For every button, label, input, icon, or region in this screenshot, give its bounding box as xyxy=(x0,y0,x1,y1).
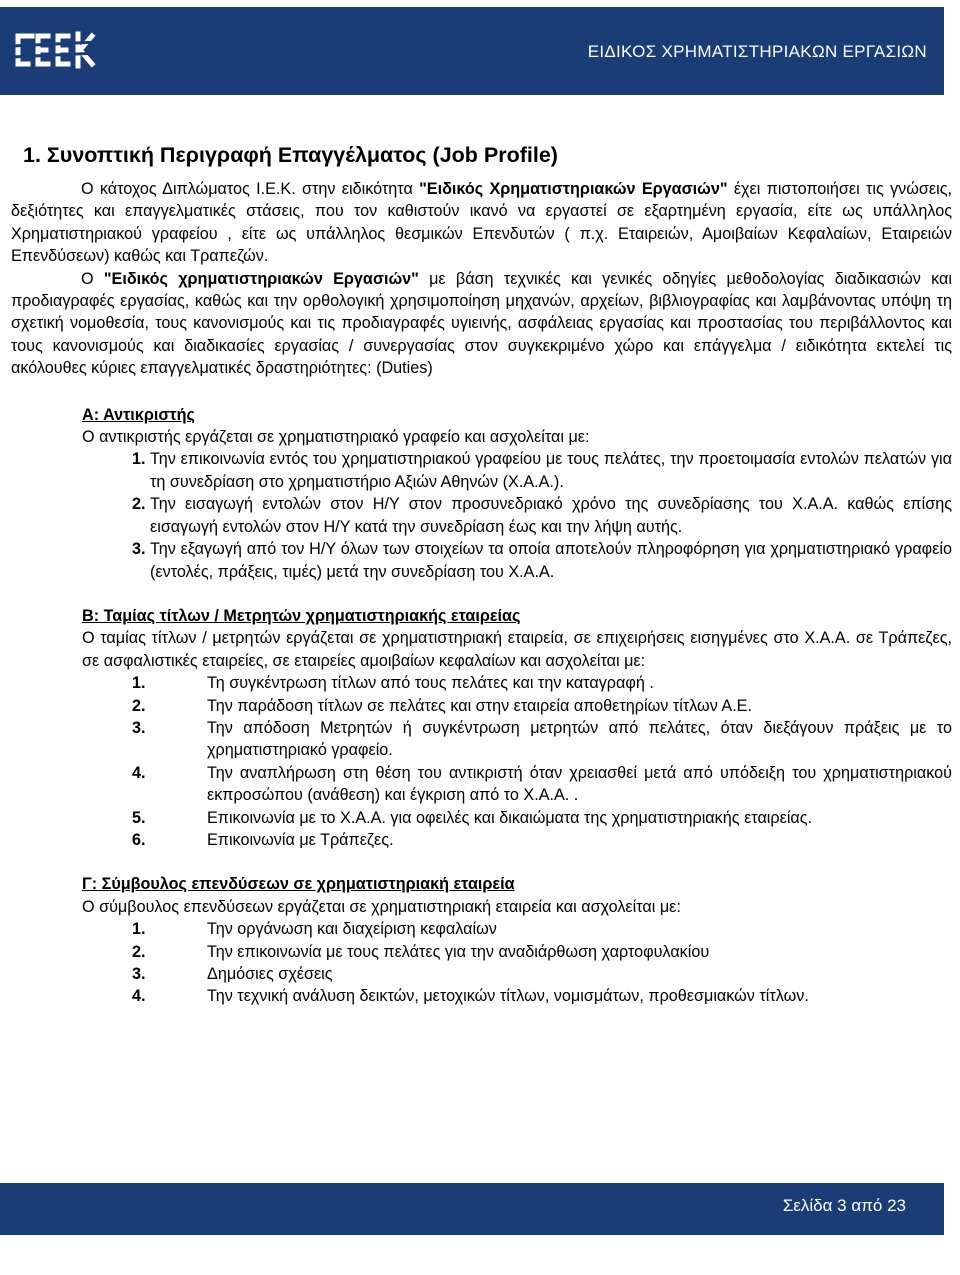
item-text: Δημόσιες σχέσεις xyxy=(207,965,333,983)
section-b xyxy=(82,605,952,851)
list-item xyxy=(82,762,952,807)
item-number: 6. xyxy=(132,830,146,849)
section-title: Β: Ταμίας τίτλων / Μετρητών χρηματιστηριακής εταιρείας xyxy=(82,606,521,625)
intro-paragraph-2 xyxy=(11,268,952,380)
page-number: Σελίδα 3 από 23 xyxy=(782,1196,906,1215)
list-item xyxy=(82,963,952,985)
duties-list xyxy=(82,918,952,1008)
item-number: 5. xyxy=(132,808,146,827)
list-item xyxy=(82,829,952,851)
section-title: Γ: Σύμβουλος επενδύσεων σε χρηματιστηριακή εταιρεία xyxy=(82,875,515,894)
list-item xyxy=(82,493,952,538)
item-number: 1. xyxy=(132,920,146,939)
specialty-name: "Ειδικός χρηματιστηριακών Εργασιών" xyxy=(103,269,419,288)
specialty-name: "Ειδικός Χρηματιστηριακών Εργασιών" xyxy=(419,180,728,198)
item-number: 3. xyxy=(132,718,146,737)
list-item xyxy=(82,918,952,940)
page-footer xyxy=(0,1183,944,1235)
intro-text: Ο κάτοχος Διπλώματος Ι.Ε.Κ. στην ειδικότητα xyxy=(81,180,420,198)
item-text: Την επικοινωνία εντός του χρηματιστηριακού γραφείου με τους πελάτες, την προετοιμασία εντολών πελατών για τη συνεδρίαση στο χρηματιστήριο Αξιών Αθηνών (Χ.Α.Α.). xyxy=(150,450,952,491)
document-body xyxy=(11,140,952,1008)
intro-paragraph-1 xyxy=(11,178,952,268)
item-number: 1. xyxy=(132,674,146,693)
item-text: Τη συγκέντρωση τίτλων από τους πελάτες και την καταγραφή . xyxy=(207,674,654,693)
section-c xyxy=(82,873,952,1007)
duties-list xyxy=(82,448,952,582)
item-text: Την τεχνική ανάλυση δεικτών, μετοχικών τίτλων, νομισμάτων, προθεσμιακών τίτλων. xyxy=(207,987,809,1006)
section-description: Ο σύμβουλος επενδύσεων εργάζεται σε χρηματιστηριακή εταιρεία και ασχολείται με: xyxy=(82,897,681,916)
item-number: 4. xyxy=(132,987,146,1006)
item-number: 2. xyxy=(132,696,146,715)
item-text: Την εισαγωγή εντολών στον Η/Υ στον προσυνεδριακό χρόνο της συνεδρίασης του Χ.Α.Α. καθώς επίσης εισαγωγή εντολών στον Η/Υ κατά την συνεδρίαση έως και την λήψη αυτής. xyxy=(150,495,952,536)
list-item xyxy=(82,941,952,963)
item-number: 1. xyxy=(132,450,146,469)
section-description: Ο ταμίας τίτλων / μετρητών εργάζεται σε χρηματιστηριακή εταιρεία, σε επιχειρήσεις εισηγμένες στο Χ.Α.Α. σε Τράπεζες, σε ασφαλιστικές εταιρείες, σε εταιρείες αμοιβαίων κεφαλαίων και ασχολείται με: xyxy=(82,629,952,670)
intro-text: Ο xyxy=(81,269,104,288)
intro-text: έχει πιστοποιήσει τις γνώσεις, δεξιότητες και επαγγελματικές στάσεις, που τον καθιστούν ικανό να εργαστεί σε εξαρτημένη εργασία, είτε ως υπάλληλος Χρηματιστηριακού γραφείου , είτε ως υπάλληλος θεσμικών Επενδυτών ( π.χ. Εταιρειών, Αμοιβαίων Κεφαλαίων, Εταιρειών Επενδύσεων) καθώς και Τραπεζών. xyxy=(11,180,952,266)
item-number: 4. xyxy=(132,763,146,782)
section-heading: 1. Συνοπτική Περιγραφή Επαγγέλματος (Job Profile) xyxy=(23,143,558,167)
list-item xyxy=(82,717,952,762)
section-description: Ο αντικριστής εργάζεται σε χρηματιστηριακό γραφείο και ασχολείται με: xyxy=(82,428,590,447)
item-number: 2. xyxy=(132,495,146,514)
intro-text: με βάση τεχνικές και γενικές οδηγίες μεθοδολογίας διαδικασιών και προδιαγραφές εργασίας, καθώς και την ορθολογική χρησιμοποίηση μηχανών, αρχείων, βιβλιογραφίας και λαμβάνοντας υπόψη τη σχετική νομοθεσία, τους κανονισμούς και τις προδιαγραφές υγιεινής, ασφάλειας εργασίας και προστασίας του περιβάλλοντος και τους κανονισμούς και διαδικασίες εργασίας / συνεργασίας στον συγκεκριμένο χώρο και επάγγελμα / ειδικότητα εκτελεί τις ακόλουθες κύριες επαγγελματικές δραστηριότητες: (Duties) xyxy=(11,269,953,378)
item-number: 3. xyxy=(132,540,146,559)
list-item xyxy=(82,448,952,493)
item-text: Επικοινωνία με Τράπεζες. xyxy=(207,830,394,849)
list-item xyxy=(82,695,952,717)
list-item xyxy=(82,985,952,1007)
page-header xyxy=(0,0,960,95)
seek-logo xyxy=(12,30,98,70)
section-title: Α: Αντικριστής xyxy=(82,405,195,424)
list-item xyxy=(82,672,952,694)
item-text: Την οργάνωση και διαχείριση κεφαλαίων xyxy=(207,920,497,939)
item-text: Επικοινωνία με το Χ.Α.Α. για οφειλές και δικαιώματα της χρηματιστηριακής εταιρείας. xyxy=(207,808,813,827)
item-text: Την αναπλήρωση στη θέση του αντικριστή όταν χρειασθεί μετά από υπόδειξη του χρηματιστηριακού εκπροσώπου (ανάθεση) και έγκριση από το Χ.Α.Α. . xyxy=(207,763,952,805)
item-text: Την απόδοση Μετρητών ή συγκέντρωση μετρητών από πελάτες, όταν διεξάγουν πράξεις με το χρηματιστηριακό γραφείο. xyxy=(207,718,952,760)
list-item xyxy=(82,538,952,583)
header-title: ΕΙΔΙΚΟΣ ΧΡΗΜΑΤΙΣΤΗΡΙΑΚΩΝ ΕΡΓΑΣΙΩΝ xyxy=(587,42,927,61)
item-text: Την παράδοση τίτλων σε πελάτες και στην εταιρεία αποθετηρίων τίτλων Α.Ε. xyxy=(207,696,752,715)
item-text: Την εξαγωγή από τον Η/Υ όλων των στοιχείων τα οποία αποτελούν πληροφόρηση για χρηματιστηριακό γραφείο (εντολές, πράξεις, τιμές) μετά την συνεδρίαση του Χ.Α.Α. xyxy=(150,540,952,581)
section-a xyxy=(82,404,952,583)
item-number: 2. xyxy=(132,942,146,961)
list-item xyxy=(82,807,952,829)
item-text: Την επικοινωνία με τους πελάτες για την αναδιάρθωση χαρτοφυλακίου xyxy=(207,942,710,961)
item-number: 3. xyxy=(132,965,146,983)
duties-list xyxy=(82,672,952,851)
